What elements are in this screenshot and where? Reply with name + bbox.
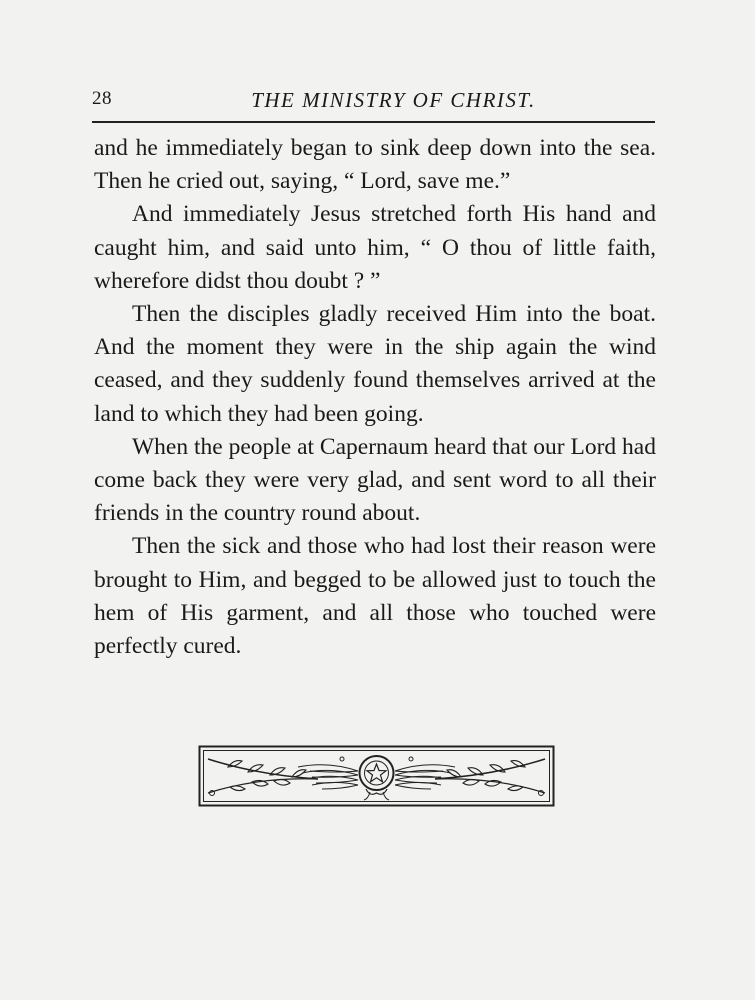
body-text [94, 132, 656, 663]
paragraph: When the people at Capernaum heard that our Lord had come back they were very glad, and sent word to all their friends in the country round about. [94, 433, 656, 527]
header-rule [92, 121, 655, 123]
paragraph: and he immediately began to sink deep down into the sea. Then he cried out, saying, “ Lord, save me.” [94, 135, 656, 195]
page-header [92, 84, 655, 114]
page-number: 28 [92, 88, 112, 109]
paragraph: And immediately Jesus stretched forth His hand and caught him, and said unto him, “ O thou of little faith, wherefore didst thou doubt ? ” [94, 201, 656, 294]
paragraph: Then the sick and those who had lost their reason were brought to Him, and begged to be allowed just to touch the hem of His garment, and all those who touched were perfectly cured. [94, 533, 656, 660]
running-title: THE MINISTRY OF CHRIST. [251, 88, 536, 112]
paragraph: Then the disciples gladly received Him into the boat. And the moment they were in the ship again the wind ceased, and they suddenly found themselves arrived at the land to which they had been going. [94, 301, 656, 427]
laurel-wreath-star-ornament-icon [198, 745, 555, 807]
